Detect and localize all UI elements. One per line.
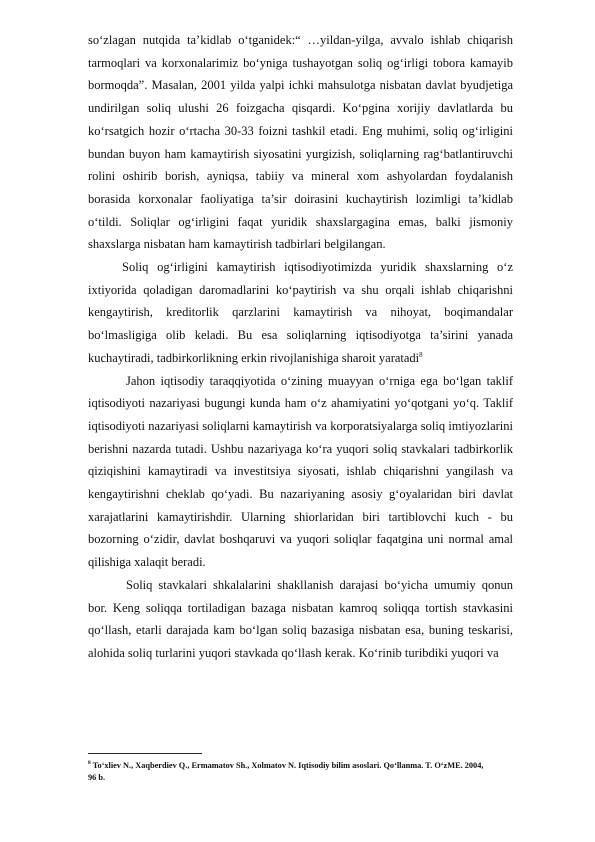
- footnote-number: 8: [88, 760, 91, 766]
- footnote-reference: 8: [419, 350, 423, 359]
- body-text: [88, 29, 513, 665]
- paragraph-3: Jahon iqtisodiy taraqqiyotida o‘zining muayyan o‘rniga ega bo‘lgan taklif iqtisodiyoti nazariyasi bugungi kunda ham o‘z ahamiyatini yo‘qotgani yo‘q. Taklif iqtisodiyoti nazariyasi soliqlarni kamaytirish va korporatsiyalarga soliq imtiyozlarini berishni nazarda tutadi. Ushbu nazariyaga ko‘ra yuqori soliq stavkalari tadbirkorlik qiziqishini kamaytiradi va investitsiya siyosati, ishlab chiqarishni yangilash va kengaytirishni cheklab qo‘yadi. Bu nazariyaning asosiy g‘oyalaridan biri davlat xarajatlarini kamaytirishdir. Ularning shiorlaridan biri tartiblovchi kuch - bu bozorning o‘zidir, davlat boshqaruvi va yuqori soliqlar faqatgina uni normal amal qilishiga xalaqit beradi.: [88, 373, 513, 570]
- footnote-text: To‘xliev N., Xaqberdiev Q., Ermamatov Sh., Xolmatov N. Iqtisodiy bilim asoslari. Qo‘llanma. T. O‘zME. 2004, 96 b.: [88, 760, 484, 782]
- paragraph-2: [88, 256, 513, 370]
- paragraph-4: Soliq stavkalari shkalalarini shakllanish darajasi bo‘yicha umumiy qonun bor. Keng soliqqa tortiladigan bazaga nisbatan kamroq soliqqa tortish stavkasini qo‘llash, etarli darajada kam bo‘lgan soliq bazasiga nisbatan esa, buning teskarisi, alohida soliq turlarini yuqori stavkada qo‘llash kerak. Ko‘rinib turibdiki yuqori va: [88, 577, 513, 660]
- paragraph-2-text: Soliq og‘irligini kamaytirish iqtisodiyotimizda yuridik shaxslarning o‘z ixtiyorida qoladigan daromadlarini ko‘paytirish va shu orqali ishlab chiqarishni kengaytirish, kreditorlik qarzlarini kamaytirish va nihoyat, boqimandalar bo‘lmasligiga olib keladi. Bu esa soliqlarning iqtisodiyotga ta’sirini yanada kuchaytiradi, tadbirkorlikning erkin rivojlanishiga sharoit yaratadi: [88, 260, 513, 365]
- footnote-separator: [88, 753, 202, 754]
- paragraph-1: so‘zlagan nutqida ta’kidlab o‘tganidek:“ …yildan-yilga, avvalo ishlab chiqarish tarmoqlari va korxonalarimiz bo‘yniga tushayotgan soliq og‘irligi tobora kamayib bormoqda”. Masalan, 2001 yilda yalpi ichki mahsulotga nisbatan davlat byudjetiga undirilgan soliq ulushi 26 foizgacha qisqardi. Ko‘pgina xorijiy davlatlarda bu ko‘rsatgich hozir o‘rtacha 30-33 foizni tashkil etadi. Eng muhimi, soliq og‘irligini bundan buyon ham kamaytirish siyosatini yurgizish, soliqlarning rag‘batlantiruvchi rolini oshirib borish, ayniqsa, tabiiy va mineral xom ashyolardan foydalanish borasida korxonalar faoliyatiga ta’sir doirasini kuchaytirish lozimligi ta’kidlab o‘tildi. Soliqlar og‘irligini faqat yuridik shaxslargagina emas, balki jismoniy shaxslarga nisbatan ham kamaytirish tadbirlari belgilangan.: [88, 33, 513, 252]
- footnote: [88, 757, 488, 784]
